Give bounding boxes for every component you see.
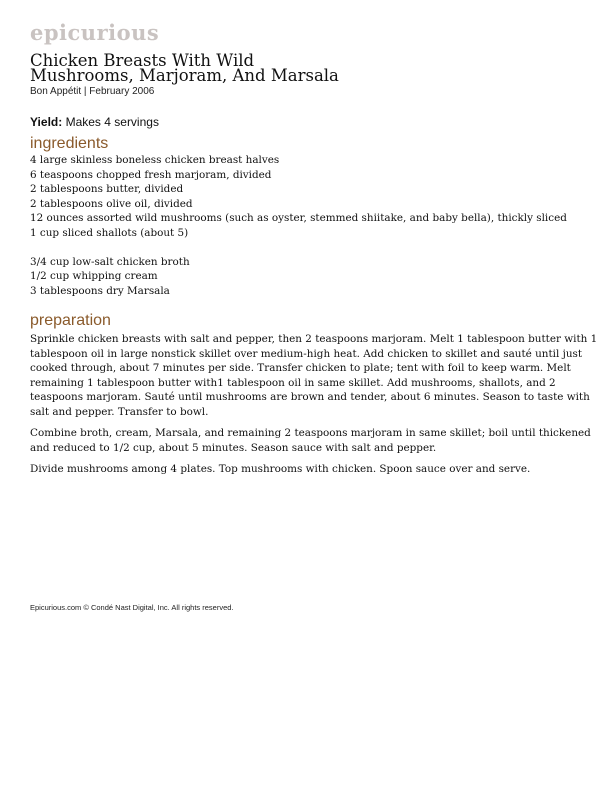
recipe-yield: [30, 115, 159, 129]
ingredient-item: 3 tablespoons dry Marsala: [30, 284, 170, 297]
copyright-footer: Epicurious.com © Condé Nast Digital, Inc. All rights reserved.: [30, 603, 234, 612]
preparation-step: Combine broth, cream, Marsala, and remaining 2 teaspoons marjoram in same skillet; boil until thickened and reduced to 1/2 cup, about 5 minutes. Season sauce with salt and pepper.: [30, 427, 591, 454]
ingredient-item: 4 large skinless boneless chicken breast halves: [30, 154, 280, 166]
preparation-steps: [30, 332, 600, 484]
ingredients-heading: ingredients: [30, 135, 109, 152]
recipe-title: [30, 53, 590, 83]
preparation-step: Divide mushrooms among 4 plates. Top mushrooms with chicken. Spoon sauce over and serve.: [30, 463, 531, 475]
ingredient-item: 2 tablespoons butter, divided: [30, 183, 184, 195]
preparation-step: Sprinkle chicken breasts with salt and pepper, then 2 teaspoons marjoram. Melt 1 tablespoon butter with 1 tablespoon oil in large nonstick skillet over medium-high heat. Add chicken to skillet and sauté until just cooked through, about 7 minutes per side. Transfer chicken to plate; tent with foil to keep warm. Melt remaining 1 tablespoon butter with1 tablespoon oil in same skillet. Add mushrooms, shallots, and 2 teaspoons marjoram. Sauté until mushrooms are brown and tender, about 6 minutes. Season to taste with salt and pepper. Transfer to bowl.: [30, 333, 598, 418]
ingredient-item: 2 tablespoons olive oil, divided: [30, 197, 193, 210]
epicurious-logo: epicurious: [30, 20, 160, 45]
ingredient-item: 1/2 cup whipping cream: [30, 270, 158, 282]
recipe-title-line-2: Mushrooms, Marjoram, And Marsala: [30, 66, 339, 85]
ingredient-item: 12 ounces assorted wild mushrooms (such as oyster, stemmed shiitake, and baby bella), thickly sliced: [30, 212, 567, 224]
ingredients-list: [30, 153, 600, 298]
ingredient-item: 1 cup sliced shallots (about 5): [30, 226, 189, 239]
recipe-title-line-1: Chicken Breasts With Wild: [30, 51, 255, 70]
recipe-source: Bon Appétit | February 2006: [30, 86, 155, 97]
ingredient-item: 6 teaspoons chopped fresh marjoram, divided: [30, 168, 272, 181]
yield-label: Yield:: [30, 115, 63, 129]
yield-value: Makes 4 servings: [65, 115, 159, 129]
ingredient-item: 3/4 cup low-salt chicken broth: [30, 255, 190, 268]
preparation-heading: preparation: [30, 312, 111, 329]
